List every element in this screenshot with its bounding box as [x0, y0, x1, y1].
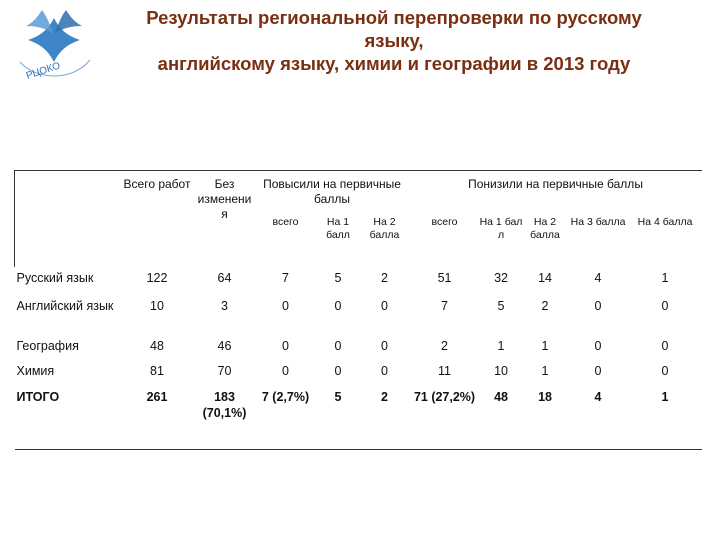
cell-raised-1: 0	[334, 338, 342, 353]
row-subject: Химия	[16, 363, 55, 378]
logo-text: РЦОКО	[24, 60, 62, 82]
table-row	[15, 267, 702, 295]
row-subject: ИТОГО	[15, 386, 120, 450]
subheader-lowered-4: На 4 балла	[637, 215, 693, 228]
cell-raised-2: 0	[381, 338, 388, 353]
results-table	[14, 170, 702, 450]
cell-lowered-4: 0	[661, 338, 669, 353]
cell-lowered-3: 0	[594, 363, 602, 378]
cell-nochange: 183 (70,1%)	[195, 386, 255, 450]
cell-lowered-3: 0	[594, 298, 602, 313]
cell-raised-all: 7 (2,7%)	[255, 386, 317, 450]
subheader-lowered-2: На 2 балла	[530, 215, 560, 241]
cell-lowered-2: 2	[541, 298, 549, 313]
logo-star-icon	[6, 4, 102, 84]
cell-lowered-2: 1	[541, 338, 549, 353]
cell-lowered-4: 0	[661, 298, 669, 313]
table-row	[15, 360, 702, 386]
title-line-2: языку,	[364, 30, 424, 51]
subheader-raised-1: На 1 балл	[326, 215, 350, 241]
header-lowered: Понизили на первичные баллы	[410, 171, 702, 214]
subheader-raised-all: всего	[272, 215, 299, 228]
cell-total: 261	[120, 386, 195, 450]
header-nochange: Без изменени я	[195, 171, 255, 267]
cell-lowered-4: 0	[661, 363, 669, 378]
cell-raised-all: 7	[282, 270, 289, 285]
cell-lowered-1: 32	[494, 270, 508, 285]
cell-lowered-all: 51	[437, 270, 452, 285]
page-title	[108, 6, 680, 75]
cell-lowered-3: 4	[568, 386, 629, 450]
cell-lowered-2: 14	[538, 270, 552, 285]
header-subject-cell	[15, 171, 120, 267]
cell-lowered-3: 0	[594, 338, 602, 353]
cell-lowered-1: 5	[497, 298, 505, 313]
cell-lowered-2: 1	[541, 363, 549, 378]
cell-lowered-4: 1	[661, 270, 669, 285]
cell-lowered-all: 2	[441, 338, 448, 353]
title-line-1: Результаты региональной перепроверки по русскому	[146, 7, 642, 28]
cell-raised-all: 0	[282, 338, 289, 353]
subheader-raised-2: На 2 балла	[369, 215, 400, 241]
cell-raised-2: 0	[381, 298, 388, 313]
subheader-lowered-all: всего	[431, 215, 458, 228]
header-raised: Повысили на первичные баллы	[255, 171, 410, 214]
cell-lowered-1: 10	[494, 363, 508, 378]
subheader-lowered-1: На 1 бал л	[479, 215, 523, 241]
table-row	[15, 335, 702, 360]
row-subject: География	[16, 338, 79, 353]
cell-raised-2: 2	[360, 386, 410, 450]
cell-nochange: 70	[217, 363, 232, 378]
cell-lowered-2: 18	[523, 386, 568, 450]
cell-lowered-all: 11	[438, 363, 451, 378]
rcoko-logo	[6, 4, 102, 84]
cell-raised-1: 0	[334, 298, 342, 313]
cell-raised-1: 5	[334, 270, 342, 285]
cell-total: 122	[146, 270, 168, 285]
row-subject: Английский язык	[16, 298, 114, 313]
cell-raised-2: 2	[381, 270, 388, 285]
cell-nochange: 46	[217, 338, 232, 353]
cell-lowered-all: 71 (27,2%)	[410, 386, 480, 450]
cell-lowered-3: 4	[594, 270, 602, 285]
cell-raised-1: 5	[317, 386, 360, 450]
table-total-row	[15, 386, 702, 450]
cell-nochange: 3	[221, 298, 228, 313]
header-total: Всего работ	[120, 171, 195, 267]
cell-total: 10	[150, 298, 164, 313]
table-row	[15, 295, 702, 335]
cell-nochange: 64	[217, 270, 232, 285]
cell-lowered-1: 1	[497, 338, 505, 353]
cell-raised-2: 0	[381, 363, 388, 378]
cell-total: 81	[150, 363, 164, 378]
subheader-lowered-3: На 3 балла	[570, 215, 626, 228]
title-line-3: английскому языку, химии и географии в 2013 году	[157, 53, 631, 74]
cell-lowered-all: 7	[441, 298, 448, 313]
cell-lowered-1: 48	[480, 386, 523, 450]
cell-raised-all: 0	[282, 298, 289, 313]
row-subject: Русский язык	[16, 270, 94, 285]
cell-total: 48	[150, 338, 164, 353]
cell-raised-1: 0	[334, 363, 342, 378]
cell-lowered-4: 1	[629, 386, 702, 450]
cell-raised-all: 0	[282, 363, 289, 378]
